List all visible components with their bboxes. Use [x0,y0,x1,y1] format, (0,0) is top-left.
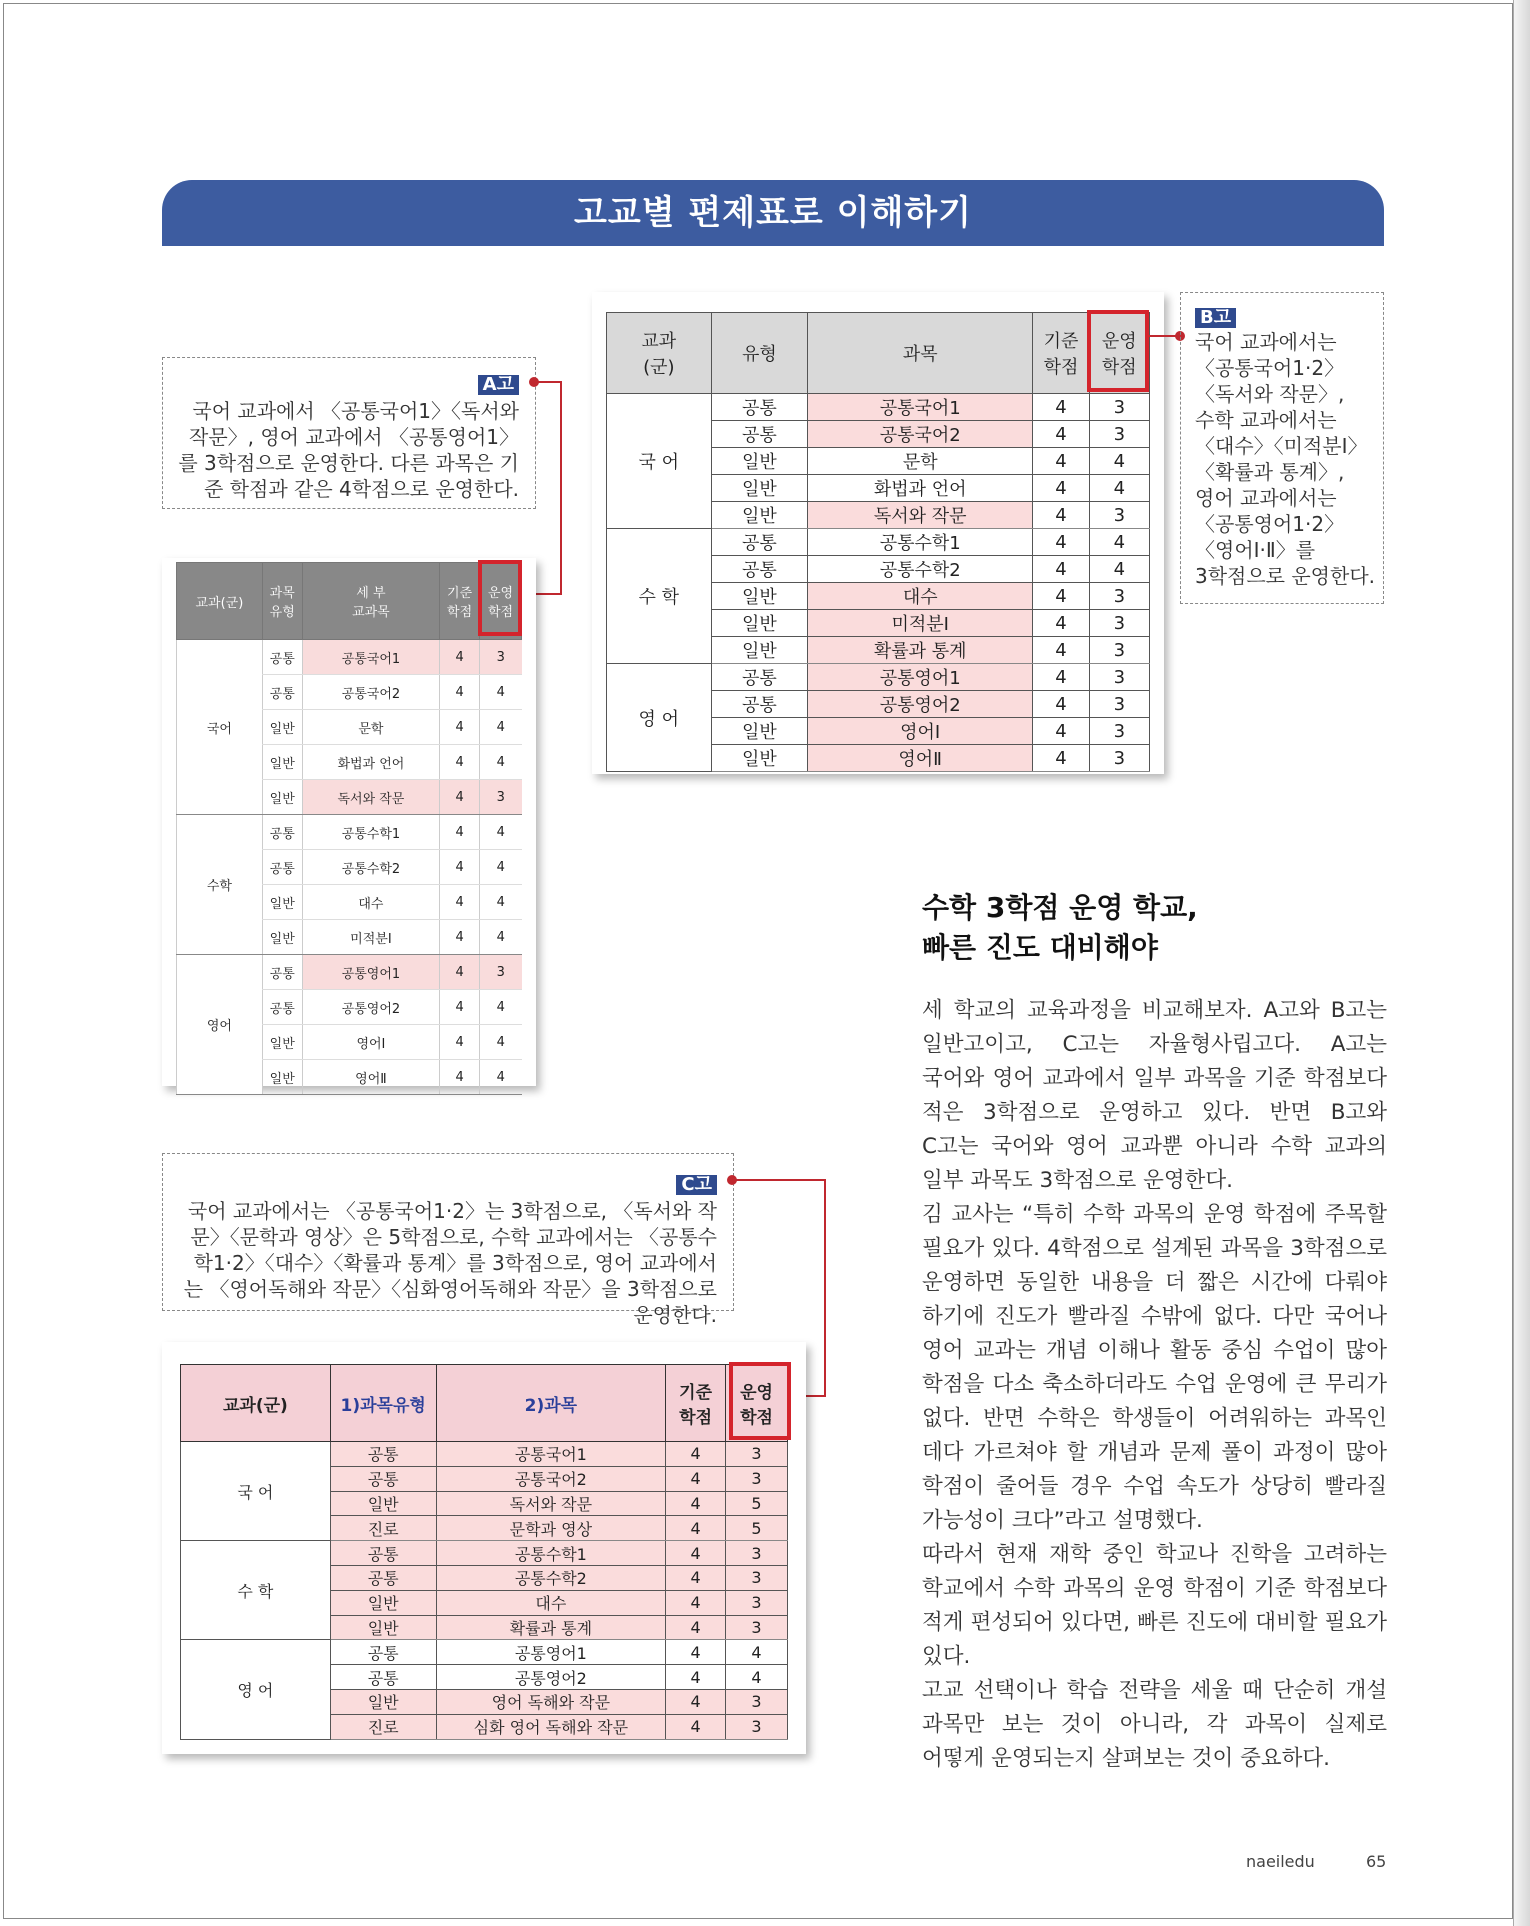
table-row [181,1541,788,1566]
header-cell: 운영 학점 [1089,313,1149,394]
article-paragraph-2: 김 교사는 “특히 수학 과목의 운영 학점에 주목할 필요가 있다. 4학점으로 설계된 과목을 3학점으로 운영하면 동일한 내용을 더 짧은 시간에 다뤄야 하기에 진도가 빨라질 수밖에 없다. 다만 국어나 영어 교과는 개념 이해나 활동 중심 수업이 많아 학점을 다소 축소하더라도 수업 운영에 큰 무리가 없다. 반면 수학은 학생들이 어려워하는 과목인 데다 가르쳐야 할 개념과 문제 풀이 과정이 많아 학점이 줄어들 경우 수업 속도가 상당히 빨라질 가능성이 크다”라고 설명했다. [922,1202,1387,1533]
type-cell: 일반 [330,1689,436,1714]
note-b-line: 〈공통국어1·2〉 [1195,356,1345,380]
op-cell: 4 [480,1025,522,1060]
op-cell: 3 [726,1689,788,1714]
op-cell: 3 [1089,745,1149,772]
type-cell: 일반 [330,1590,436,1615]
op-cell: 3 [726,1442,788,1467]
header-cell: 과목 [808,313,1033,394]
type-cell: 일반 [262,885,302,920]
base-cell: 4 [1033,745,1089,772]
base-cell: 4 [666,1714,726,1739]
base-cell: 4 [440,1025,480,1060]
op-cell: 3 [726,1714,788,1739]
header-cell: 기준 학점 [440,563,480,640]
type-cell: 공통 [711,394,808,421]
type-cell: 일반 [711,448,808,475]
group-name-cell: 수학 [177,815,263,955]
table-c-card [162,1342,806,1754]
base-cell: 4 [666,1590,726,1615]
note-c-text: 국어 교과에서는 〈공통국어1·2〉는 3학점으로, 〈독서와 작문〉〈문학과 영상〉은 5학점으로, 수학 교과에서는 〈공통수학1·2〉〈대수〉〈확률과 통계〉를 3학점으로, 영어 교과에서는 〈영어독해와 작문〉〈심화영어독해와 작문〉을 3학점으로 운영한다. [183,1199,717,1327]
base-cell: 4 [1033,664,1089,691]
op-cell: 4 [1089,556,1149,583]
subject-cell: 심화 영어 독해와 작문 [436,1714,666,1739]
table-row [181,1442,788,1467]
base-cell: 4 [666,1640,726,1665]
note-b-line: 수학 교과에서는 [1195,408,1337,432]
note-a [162,357,536,509]
subject-cell: 공통영어2 [436,1665,666,1690]
note-a-tag: A고 [478,375,519,395]
base-cell: 4 [666,1615,726,1640]
subject-cell: 독서와 작문 [808,502,1033,529]
group-name-cell: 국 어 [607,394,712,529]
table-c-highlight [729,1362,791,1440]
note-b-line: 국어 교과에서는 [1195,330,1337,354]
subject-cell: 화법과 언어 [808,475,1033,502]
subject-cell: 영어 독해와 작문 [436,1689,666,1714]
subject-cell: 독서와 작문 [436,1491,666,1516]
base-cell: 4 [440,920,480,955]
table-row [177,955,522,990]
type-cell: 일반 [711,502,808,529]
op-cell: 4 [480,850,522,885]
type-cell: 공통 [262,850,302,885]
type-cell: 일반 [262,710,302,745]
op-cell: 3 [726,1466,788,1491]
table-row [177,640,522,675]
subject-cell: 공통영어1 [302,955,440,990]
type-cell: 공통 [330,1466,436,1491]
table-c [180,1364,788,1740]
header-cell: 세 부 교과목 [302,563,440,640]
subject-cell: 공통영어2 [808,691,1033,718]
type-cell: 공통 [711,421,808,448]
type-cell: 일반 [262,1060,302,1095]
op-cell: 3 [480,640,522,675]
group-name-cell: 영어 [177,955,263,1095]
subject-cell: 공통국어1 [302,640,440,675]
op-cell: 4 [480,1060,522,1095]
base-cell: 4 [666,1541,726,1566]
subject-cell: 영어Ⅰ [302,1025,440,1060]
base-cell: 4 [1033,475,1089,502]
base-cell: 4 [440,885,480,920]
note-b-line: 〈독서와 작문〉, [1195,382,1345,406]
base-cell: 4 [666,1689,726,1714]
type-cell: 공통 [330,1665,436,1690]
op-cell: 3 [480,955,522,990]
base-cell: 4 [666,1466,726,1491]
article-paragraph-1: 세 학교의 교육과정을 비교해보자. A고와 B고는 일반고이고, C고는 자율형사립고다. A고는 국어와 영어 교과에서 일부 과목을 기준 학점보다 적은 3학점으로 운영하고 있다. 반면 B고와 C고는 국어와 영어 교과뿐 아니라 수학 교과의 일부 과목도 3학점으로 운영한다. [922,998,1387,1193]
base-cell: 4 [440,990,480,1025]
base-cell: 4 [440,780,480,815]
subject-cell: 공통국어1 [808,394,1033,421]
base-cell: 4 [666,1442,726,1467]
article-paragraph-3: 따라서 현재 재학 중인 학교나 진학을 고려하는 학교에서 수학 과목의 운영 학점이 기준 학점보다 적게 편성되어 있다면, 빠른 진도에 대비할 필요가 있다. [922,1542,1387,1669]
op-cell: 3 [1089,691,1149,718]
table-b-highlight [1087,310,1149,392]
base-cell: 4 [440,745,480,780]
table-row [607,529,1150,556]
type-cell: 일반 [711,475,808,502]
note-b-text [1195,329,1383,589]
base-cell: 4 [666,1565,726,1590]
subject-cell: 문학과 영상 [436,1516,666,1541]
base-cell: 4 [440,640,480,675]
base-cell: 4 [440,675,480,710]
table-a [176,562,522,1095]
subject-cell: 확률과 통계 [436,1615,666,1640]
subject-cell: 공통수학1 [302,815,440,850]
op-cell: 3 [1089,637,1149,664]
type-cell: 공통 [262,815,302,850]
table-row [181,1640,788,1665]
table-a-highlight [478,560,522,636]
subject-cell: 공통국어2 [808,421,1033,448]
article-heading [922,888,1387,968]
op-cell: 3 [726,1590,788,1615]
type-cell: 공통 [262,640,302,675]
type-cell: 일반 [711,718,808,745]
op-cell: 4 [480,675,522,710]
group-name-cell: 영 어 [607,664,712,772]
type-cell: 일반 [711,745,808,772]
header-cell: 운영 학점 [480,563,522,640]
base-cell: 4 [1033,637,1089,664]
note-b-line: 〈영어Ⅰ·Ⅱ〉를 [1195,538,1316,562]
subject-cell: 공통영어1 [436,1640,666,1665]
header-cell: 교과(군) [177,563,263,640]
op-cell: 3 [480,780,522,815]
banner-title: 고교별 편제표로 이해하기 [574,193,972,233]
op-cell: 4 [726,1640,788,1665]
op-cell: 4 [480,885,522,920]
group-name-cell: 국어 [177,640,263,815]
base-cell: 4 [1033,529,1089,556]
base-cell: 4 [1033,448,1089,475]
type-cell: 공통 [711,664,808,691]
header-cell: 교과(군) [181,1365,331,1442]
op-cell: 3 [1089,394,1149,421]
base-cell: 4 [1033,691,1089,718]
type-cell: 일반 [330,1615,436,1640]
subject-cell: 화법과 언어 [302,745,440,780]
op-cell: 5 [726,1516,788,1541]
op-cell: 3 [1089,583,1149,610]
subject-cell: 공통수학2 [436,1565,666,1590]
article-heading-line2: 빠른 진도 대비해야 [922,931,1158,964]
base-cell: 4 [1033,718,1089,745]
type-cell: 일반 [262,920,302,955]
note-a-text: 국어 교과에서 〈공통국어1〉〈독서와 작문〉, 영어 교과에서 〈공통영어1〉를 3학점으로 운영한다. 다른 과목은 기준 학점과 같은 4학점으로 운영한다. [178,399,519,501]
type-cell: 진로 [330,1516,436,1541]
op-cell: 3 [1089,421,1149,448]
note-c-tag: C고 [676,1175,717,1195]
subject-cell: 영어Ⅰ [808,718,1033,745]
type-cell: 공통 [330,1442,436,1467]
article-heading-line1: 수학 3학점 운영 학교, [922,891,1198,924]
base-cell: 4 [666,1665,726,1690]
type-cell: 일반 [711,610,808,637]
subject-cell: 공통국어1 [436,1442,666,1467]
group-name-cell: 수 학 [607,529,712,664]
connector-a-h1 [538,381,562,383]
note-c [162,1153,734,1327]
subject-cell: 문학 [302,710,440,745]
base-cell: 4 [1033,610,1089,637]
subject-cell: 대수 [302,885,440,920]
op-cell: 5 [726,1491,788,1516]
subject-cell: 공통영어2 [302,990,440,1025]
header-cell: 기준 학점 [666,1365,726,1442]
subject-cell: 미적분Ⅰ [302,920,440,955]
subject-cell: 공통수학2 [808,556,1033,583]
section-banner [162,180,1384,246]
op-cell: 3 [726,1615,788,1640]
note-b-line: 〈공통영어1·2〉 [1195,512,1345,536]
header-cell: 1)과목유형 [330,1365,436,1442]
header-cell: 운영 학점 [726,1365,788,1442]
note-b-line: 영어 교과에서는 [1195,486,1337,510]
header-cell: 과목 유형 [262,563,302,640]
op-cell: 4 [1089,475,1149,502]
base-cell: 4 [440,1060,480,1095]
footer-brand: naeiledu [1246,1852,1315,1871]
subject-cell: 공통영어1 [808,664,1033,691]
group-name-cell: 수 학 [181,1541,331,1640]
base-cell: 4 [1033,556,1089,583]
connector-c-h1 [736,1179,826,1181]
table-row [607,394,1150,421]
op-cell: 3 [1089,502,1149,529]
header-cell: 교과 (군) [607,313,712,394]
connector-c-v [824,1179,826,1397]
subject-cell: 독서와 작문 [302,780,440,815]
type-cell: 일반 [711,583,808,610]
subject-cell: 영어Ⅱ [302,1060,440,1095]
type-cell: 일반 [711,637,808,664]
type-cell: 일반 [262,780,302,815]
op-cell: 3 [1089,610,1149,637]
base-cell: 4 [1033,394,1089,421]
subject-cell: 미적분Ⅰ [808,610,1033,637]
base-cell: 4 [666,1491,726,1516]
subject-cell: 영어Ⅱ [808,745,1033,772]
table-b-card [592,292,1164,774]
note-b-line: 〈대수〉〈미적분Ⅰ〉 [1195,434,1368,458]
type-cell: 공통 [711,529,808,556]
op-cell: 4 [480,710,522,745]
subject-cell: 공통수학1 [808,529,1033,556]
subject-cell: 공통국어2 [302,675,440,710]
base-cell: 4 [440,850,480,885]
group-name-cell: 국 어 [181,1442,331,1541]
subject-cell: 대수 [436,1590,666,1615]
subject-cell: 공통수학2 [302,850,440,885]
op-cell: 4 [480,920,522,955]
article-paragraph-4: 고교 선택이나 학습 전략을 세울 때 단순히 개설 과목만 보는 것이 아니라, 각 과목이 실제로 어떻게 운영되는지 살펴보는 것이 중요하다. [922,1678,1387,1771]
note-b [1180,292,1384,604]
op-cell: 3 [726,1541,788,1566]
base-cell: 4 [1033,502,1089,529]
type-cell: 일반 [262,1025,302,1060]
type-cell: 공통 [262,675,302,710]
op-cell: 4 [1089,529,1149,556]
op-cell: 3 [1089,664,1149,691]
subject-cell: 문학 [808,448,1033,475]
page-edge [1513,0,1530,1926]
header-cell: 유형 [711,313,808,394]
op-cell: 3 [726,1565,788,1590]
subject-cell: 대수 [808,583,1033,610]
note-b-line: 3학점으로 운영한다. [1195,564,1375,588]
type-cell: 공통 [330,1541,436,1566]
base-cell: 4 [1033,583,1089,610]
connector-a-v [560,381,562,595]
op-cell: 4 [726,1665,788,1690]
base-cell: 4 [440,815,480,850]
type-cell: 진로 [330,1714,436,1739]
header-cell: 2)과목 [436,1365,666,1442]
subject-cell: 공통국어2 [436,1466,666,1491]
header-cell: 기준 학점 [1033,313,1089,394]
op-cell: 4 [480,815,522,850]
op-cell: 3 [1089,718,1149,745]
base-cell: 4 [1033,421,1089,448]
group-name-cell: 영 어 [181,1640,331,1739]
article [922,888,1387,1776]
type-cell: 일반 [330,1491,436,1516]
base-cell: 4 [440,710,480,745]
note-b-tag: B고 [1195,308,1236,328]
subject-cell: 확률과 통계 [808,637,1033,664]
type-cell: 공통 [711,556,808,583]
table-b [606,312,1150,772]
type-cell: 일반 [262,745,302,780]
base-cell: 4 [666,1516,726,1541]
type-cell: 공통 [262,990,302,1025]
page-number: 65 [1366,1852,1387,1871]
table-row [177,815,522,850]
base-cell: 4 [440,955,480,990]
type-cell: 공통 [330,1640,436,1665]
op-cell: 4 [480,990,522,1025]
table-a-card [162,558,536,1086]
type-cell: 공통 [262,955,302,990]
subject-cell: 공통수학1 [436,1541,666,1566]
type-cell: 공통 [330,1565,436,1590]
note-b-line: 〈확률과 통계〉, [1195,460,1345,484]
table-row [607,664,1150,691]
op-cell: 4 [480,745,522,780]
type-cell: 공통 [711,691,808,718]
op-cell: 4 [1089,448,1149,475]
